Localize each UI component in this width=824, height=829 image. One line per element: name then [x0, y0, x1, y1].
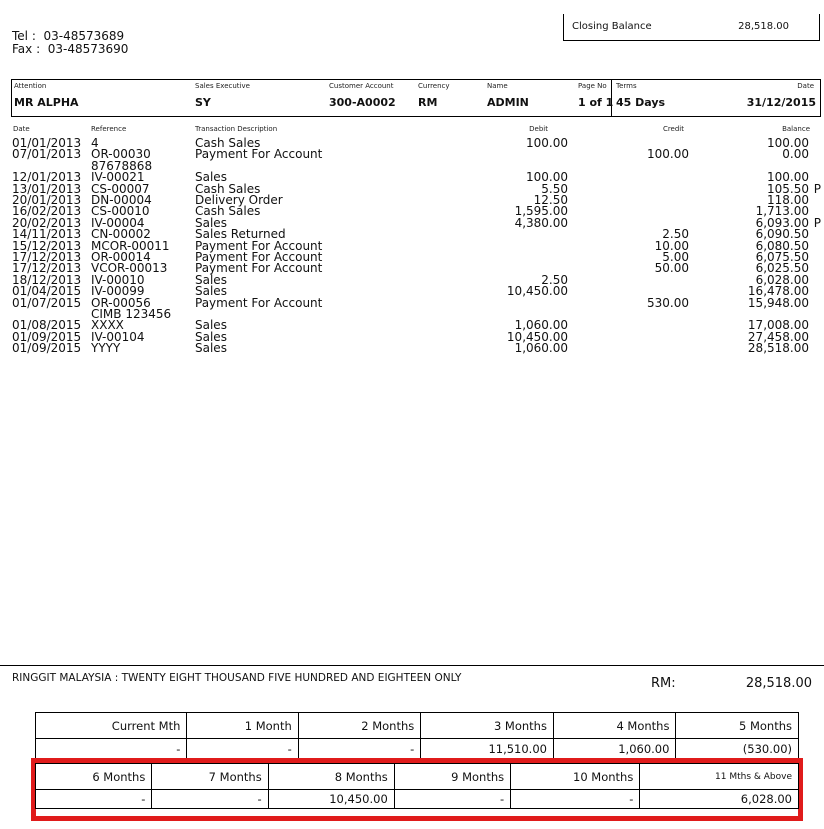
aging-label: 1 Month [187, 713, 298, 739]
tx-debit: 12.50 [533, 193, 568, 207]
tx-ref: OR-00030 [91, 147, 151, 162]
aging-label: 7 Months [152, 764, 268, 790]
aging-label: 11 Mths & Above [640, 764, 799, 790]
tx-date: 14/11/2013 [12, 227, 82, 242]
header-label: Date [797, 82, 814, 90]
closing-balance-box [563, 14, 820, 41]
col-date: Date [13, 125, 30, 133]
tx-balance: 6,025.50 [755, 261, 809, 276]
tx-balance: 6,075.50 [755, 250, 809, 264]
tx-ref: IV-00104 [91, 329, 145, 344]
tx-balance: 6,080.50 [755, 238, 809, 253]
tx-date: 18/12/2013 [12, 272, 82, 287]
tx-date: 13/01/2013 [12, 181, 82, 196]
tx-date: 01/09/2015 [12, 329, 82, 344]
aging-value: 1,060.00 [553, 739, 675, 759]
closing-balance-label: Closing Balance [572, 21, 652, 32]
aging-table-bottom [35, 763, 799, 809]
tx-date: 07/01/2013 [12, 147, 82, 162]
tx-date: 16/02/2013 [12, 204, 82, 219]
header-value: ADMIN [487, 96, 529, 109]
tx-date: 17/12/2013 [12, 261, 82, 276]
tx-ref: VCOR-00013 [91, 261, 168, 276]
header-value: RM [418, 96, 438, 109]
header-value: SY [195, 96, 211, 109]
tx-debit: 4,380.00 [514, 215, 568, 230]
fax-label: Fax : [12, 42, 41, 56]
tx-credit: 530.00 [647, 295, 689, 310]
amount-in-words: RINGGIT MALAYSIA : TWENTY EIGHT THOUSAND FIVE HUNDRED AND EIGHTEEN ONLY [12, 672, 462, 684]
header-label: Sales Executive [195, 82, 250, 90]
tx-balance: 100.00 [767, 170, 809, 185]
tx-debit: 1,595.00 [514, 204, 568, 219]
closing-balance-value: 28,518.00 [738, 21, 789, 32]
tx-ref: IV-00021 [91, 170, 145, 185]
tx-ref: IV-00010 [91, 272, 145, 287]
tx-desc: Sales [195, 272, 227, 287]
tx-ref: YYYY [91, 341, 121, 356]
header-value: 300-A0002 [329, 96, 396, 109]
aging-value: 11,510.00 [421, 739, 554, 759]
tx-desc: Payment For Account [195, 238, 323, 253]
tx-debit: 100.00 [526, 136, 568, 150]
tx-balance: 28,518.00 [747, 341, 809, 356]
tx-ref: DN-00004 [91, 193, 152, 207]
contact-block [12, 30, 128, 56]
tx-debit: 1,060.00 [514, 341, 568, 356]
tx-balance: 6,090.50 [755, 227, 809, 242]
aging-table-top [35, 712, 799, 759]
tx-desc: Payment For Account [195, 147, 323, 162]
tx-balance: 1,713.00 [755, 204, 809, 219]
aging-value: - [511, 790, 640, 809]
tel-label: Tel : [12, 29, 36, 43]
statement-header [11, 79, 821, 117]
tx-desc: Sales [195, 341, 227, 356]
tx-ref: 87678868 [91, 158, 153, 173]
tx-balance: 15,948.00 [747, 295, 809, 310]
tx-balance: 118.00 [767, 193, 809, 207]
header-label: Terms [616, 82, 637, 90]
header-value: MR ALPHA [14, 96, 79, 109]
tx-date: 20/01/2013 [12, 193, 82, 207]
tx-ref: OR-00014 [91, 250, 151, 264]
aging-value: 6,028.00 [640, 790, 799, 809]
col-debit: Debit [529, 125, 548, 133]
aging-label: 8 Months [268, 764, 394, 790]
aging-label: 3 Months [421, 713, 554, 739]
aging-value: - [36, 790, 152, 809]
aging-label: 4 Months [553, 713, 675, 739]
header-label: Page No [578, 82, 607, 90]
tx-credit: 50.00 [654, 261, 689, 276]
tx-date: 15/12/2013 [12, 238, 82, 253]
tx-balance: 0.00 [782, 147, 809, 162]
col-balance: Balance [782, 125, 810, 133]
header-label: Attention [14, 82, 47, 90]
header-label: Customer Account [329, 82, 394, 90]
aging-value: - [394, 790, 510, 809]
tx-date: 01/09/2015 [12, 341, 82, 356]
aging-value: - [187, 739, 298, 759]
tx-balance: 27,458.00 [747, 329, 809, 344]
col-reference: Reference [91, 125, 127, 133]
tx-ref: IV-00099 [91, 284, 145, 299]
tx-desc: Cash Sales [195, 136, 261, 150]
tx-balance: 100.00 [767, 136, 809, 150]
total-value: 28,518.00 [745, 676, 812, 691]
tx-desc: Payment For Account [195, 261, 323, 276]
tx-balance: 6,093.00 [755, 215, 809, 230]
aging-label: 9 Months [394, 764, 510, 790]
tx-ref: CS-00010 [91, 204, 150, 219]
header-label: Name [487, 82, 508, 90]
tx-balance: 105.50 [767, 181, 809, 196]
tx-debit: 10,450.00 [506, 284, 568, 299]
tx-date: 01/04/2015 [12, 284, 82, 299]
tx-debit: 10,450.00 [506, 329, 568, 344]
aging-label: 6 Months [36, 764, 152, 790]
tx-date: 20/02/2013 [12, 215, 82, 230]
tx-desc: Sales [195, 215, 227, 230]
tx-debit: 5.50 [541, 181, 568, 196]
fax-number: 03-48573690 [47, 42, 129, 56]
tx-date: 17/12/2013 [12, 250, 82, 264]
footer-rule [0, 665, 824, 666]
tx-flag: P [813, 181, 821, 196]
aging-value: - [298, 739, 420, 759]
aging-label: 2 Months [298, 713, 420, 739]
tx-desc: Delivery Order [195, 193, 283, 207]
tx-ref: XXXX [91, 318, 124, 333]
tx-desc: Payment For Account [195, 250, 323, 264]
aging-label: Current Mth [36, 713, 187, 739]
header-value: 45 Days [616, 96, 666, 109]
tx-desc: Sales [195, 170, 227, 185]
aging-value: - [152, 790, 268, 809]
total-label: RM: [651, 676, 676, 691]
aging-value: (530.00) [676, 739, 799, 759]
header-label: Currency [418, 82, 450, 90]
tx-debit: 2.50 [541, 272, 568, 287]
tx-balance: 6,028.00 [755, 272, 809, 287]
col-description: Transaction Description [195, 125, 278, 133]
tx-ref: IV-00004 [91, 215, 145, 230]
tx-credit: 10.00 [654, 238, 689, 253]
tx-date: 01/01/2013 [12, 136, 82, 150]
tx-ref: CN-00002 [91, 227, 151, 242]
aging-label: 10 Months [511, 764, 640, 790]
tx-debit: 1,060.00 [514, 318, 568, 333]
tx-desc: Payment For Account [195, 295, 323, 310]
aging-value: 10,450.00 [268, 790, 394, 809]
tx-date: 01/08/2015 [12, 318, 82, 333]
tx-balance: 17,008.00 [747, 318, 809, 333]
tx-credit: 5.00 [662, 250, 689, 264]
tx-ref: OR-00056 [91, 295, 151, 310]
tx-desc: Sales [195, 318, 227, 333]
tx-date: 12/01/2013 [12, 170, 82, 185]
tx-ref: CS-00007 [91, 181, 150, 196]
header-value: 31/12/2015 [746, 96, 816, 109]
tx-desc: Sales Returned [195, 227, 286, 242]
tel-number: 03-48573689 [43, 29, 125, 43]
aging-label: 5 Months [676, 713, 799, 739]
aging-value: - [36, 739, 187, 759]
col-credit: Credit [662, 125, 684, 133]
tx-credit: 2.50 [662, 227, 689, 242]
tx-ref: 4 [91, 136, 99, 150]
tx-balance: 16,478.00 [747, 284, 809, 299]
tx-ref: MCOR-00011 [91, 238, 170, 253]
tx-desc: Cash Sales [195, 204, 261, 219]
tx-desc: Sales [195, 329, 227, 344]
tx-ref: CIMB 123456 [91, 307, 172, 321]
tx-desc: Cash Sales [195, 181, 261, 196]
tx-debit: 100.00 [526, 170, 568, 185]
tx-flag: P [813, 215, 821, 230]
header-value: 1 of 1 [578, 96, 614, 109]
tx-credit: 100.00 [647, 147, 689, 162]
tx-desc: Sales [195, 284, 227, 299]
tx-date: 01/07/2015 [12, 295, 82, 310]
